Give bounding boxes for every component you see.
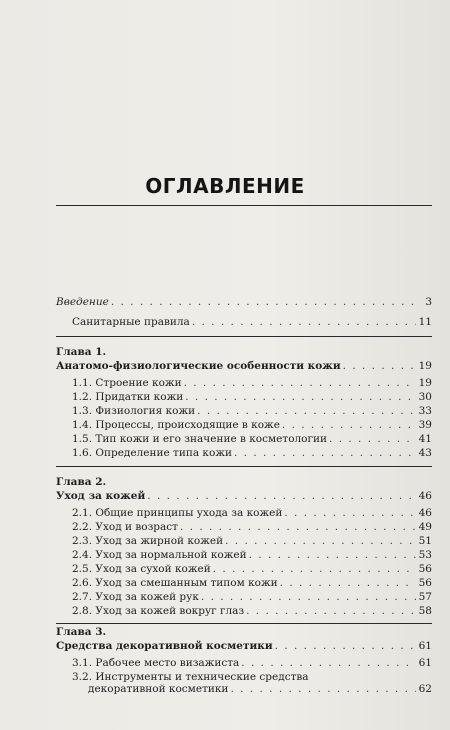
toc-entry[interactable] xyxy=(72,391,432,405)
toc-entry[interactable] xyxy=(72,591,432,605)
toc-chapter-1[interactable] xyxy=(56,360,432,374)
toc-entry-page: 51 xyxy=(418,535,432,547)
leader-dots xyxy=(329,433,416,445)
toc-entry-text: 1.3. Физиология кожи xyxy=(72,405,196,417)
toc-entry[interactable] xyxy=(72,577,432,591)
toc-entry[interactable] xyxy=(72,563,432,577)
toc-entry-text: 2.5. Уход за сухой кожей xyxy=(72,563,211,575)
toc-entry-text: 2.1. Общие принципы ухода за кожей xyxy=(72,507,283,519)
toc-entry-text: 2.2. Уход и возраст xyxy=(72,521,178,533)
leader-dots xyxy=(201,591,416,603)
chapter-label: Глава 1. xyxy=(56,346,107,358)
leader-dots xyxy=(213,563,416,575)
toc-entry-intro[interactable] xyxy=(56,296,432,310)
toc-entry-page: 61 xyxy=(418,657,432,669)
toc-entry[interactable] xyxy=(72,605,432,619)
toc-entry-page: 56 xyxy=(418,577,432,589)
toc-entry-page: 11 xyxy=(418,316,432,328)
toc-entry-text-line2: декоративной косметики xyxy=(88,683,229,695)
leader-dots xyxy=(282,419,416,431)
toc-chapter-2[interactable] xyxy=(56,490,432,504)
toc-entry-text: 1.2. Придатки кожи xyxy=(72,391,184,403)
toc-entry-page: 33 xyxy=(418,405,432,417)
toc-entry[interactable] xyxy=(72,377,432,391)
toc-entry-page: 43 xyxy=(418,447,432,459)
toc-entry-line2 xyxy=(88,683,432,697)
toc-entry[interactable] xyxy=(72,405,432,419)
toc-entry-text: 2.8. Уход за кожей вокруг глаз xyxy=(72,605,245,617)
toc-entry[interactable] xyxy=(72,419,432,433)
leader-dots xyxy=(246,605,416,617)
toc-entry-page: 62 xyxy=(418,683,432,695)
toc-entry-page: 41 xyxy=(418,433,432,445)
toc-entry-text: 2.6. Уход за смешанным типом кожи xyxy=(72,577,278,589)
toc-entry[interactable] xyxy=(72,521,432,535)
leader-dots xyxy=(343,360,416,372)
chapter-label: Глава 2. xyxy=(56,476,107,488)
section-divider xyxy=(56,623,432,624)
leader-dots xyxy=(280,577,416,589)
toc-entry-text: 2.3. Уход за жирной кожей xyxy=(72,535,224,547)
toc-entry-page: 53 xyxy=(418,549,432,561)
toc-entry-page: 46 xyxy=(418,507,432,519)
toc-entry-text: Уход за кожей xyxy=(56,490,146,502)
toc-entry[interactable] xyxy=(72,447,432,461)
toc-entry-page: 19 xyxy=(418,360,432,372)
leader-dots xyxy=(284,507,416,519)
toc-entry[interactable] xyxy=(72,535,432,549)
leader-dots xyxy=(184,377,416,389)
toc-entry-page: 39 xyxy=(418,419,432,431)
toc-entry-text: Введение xyxy=(56,296,109,308)
leader-dots xyxy=(111,296,416,308)
toc-entry-text: Средства декоративной косметики xyxy=(56,640,273,652)
leader-dots xyxy=(234,447,416,459)
section-divider xyxy=(56,466,432,467)
leader-dots xyxy=(275,640,416,652)
toc-entry-page: 56 xyxy=(418,563,432,575)
toc-entry-page: 3 xyxy=(425,296,432,308)
leader-dots xyxy=(180,521,416,533)
toc-entry-text: 1.4. Процессы, происходящие в коже xyxy=(72,419,280,431)
page-title: ОГЛАВЛЕНИЕ xyxy=(145,174,305,198)
leader-dots xyxy=(249,549,416,561)
toc-entry[interactable] xyxy=(72,507,432,521)
leader-dots xyxy=(185,391,416,403)
toc-entry-text-line1: 3.2. Инструменты и технические средства xyxy=(72,671,309,683)
toc-entry-page: 19 xyxy=(418,377,432,389)
toc-entry-page: 61 xyxy=(418,640,432,652)
leader-dots xyxy=(230,683,416,695)
leader-dots xyxy=(225,535,416,547)
toc-entry-text: Санитарные правила xyxy=(72,316,190,328)
toc-entry-page: 57 xyxy=(418,591,432,603)
toc-entry-text: 2.4. Уход за нормальной кожей xyxy=(72,549,247,561)
toc-chapter-3[interactable] xyxy=(56,640,432,654)
toc-entry-text: Анатомо-физиологические особенности кожи xyxy=(56,360,341,372)
toc-entry-sanitary[interactable] xyxy=(72,316,432,330)
leader-dots xyxy=(147,490,416,502)
toc-entry-page: 58 xyxy=(418,605,432,617)
toc-entry-page: 46 xyxy=(418,490,432,502)
leader-dots xyxy=(241,657,416,669)
leader-dots xyxy=(192,316,416,328)
chapter-label: Глава 3. xyxy=(56,626,107,638)
toc-entry-multiline[interactable] xyxy=(72,671,432,697)
toc-entry-text: 1.6. Определение типа кожи xyxy=(72,447,232,459)
toc-entry[interactable] xyxy=(72,433,432,447)
toc-entry-page: 49 xyxy=(418,521,432,533)
toc-entry-text: 1.1. Строение кожи xyxy=(72,377,182,389)
toc-entry-text: 2.7. Уход за кожей рук xyxy=(72,591,199,603)
toc-entry[interactable] xyxy=(72,549,432,563)
toc-entry-text: 3.1. Рабочее место визажиста xyxy=(72,657,240,669)
toc-entry[interactable] xyxy=(72,657,432,671)
toc-entry-text: 1.5. Тип кожи и его значение в косметологии xyxy=(72,433,328,445)
leader-dots xyxy=(197,405,416,417)
section-divider xyxy=(56,336,432,337)
title-rule xyxy=(56,205,432,206)
toc-entry-page: 30 xyxy=(418,391,432,403)
